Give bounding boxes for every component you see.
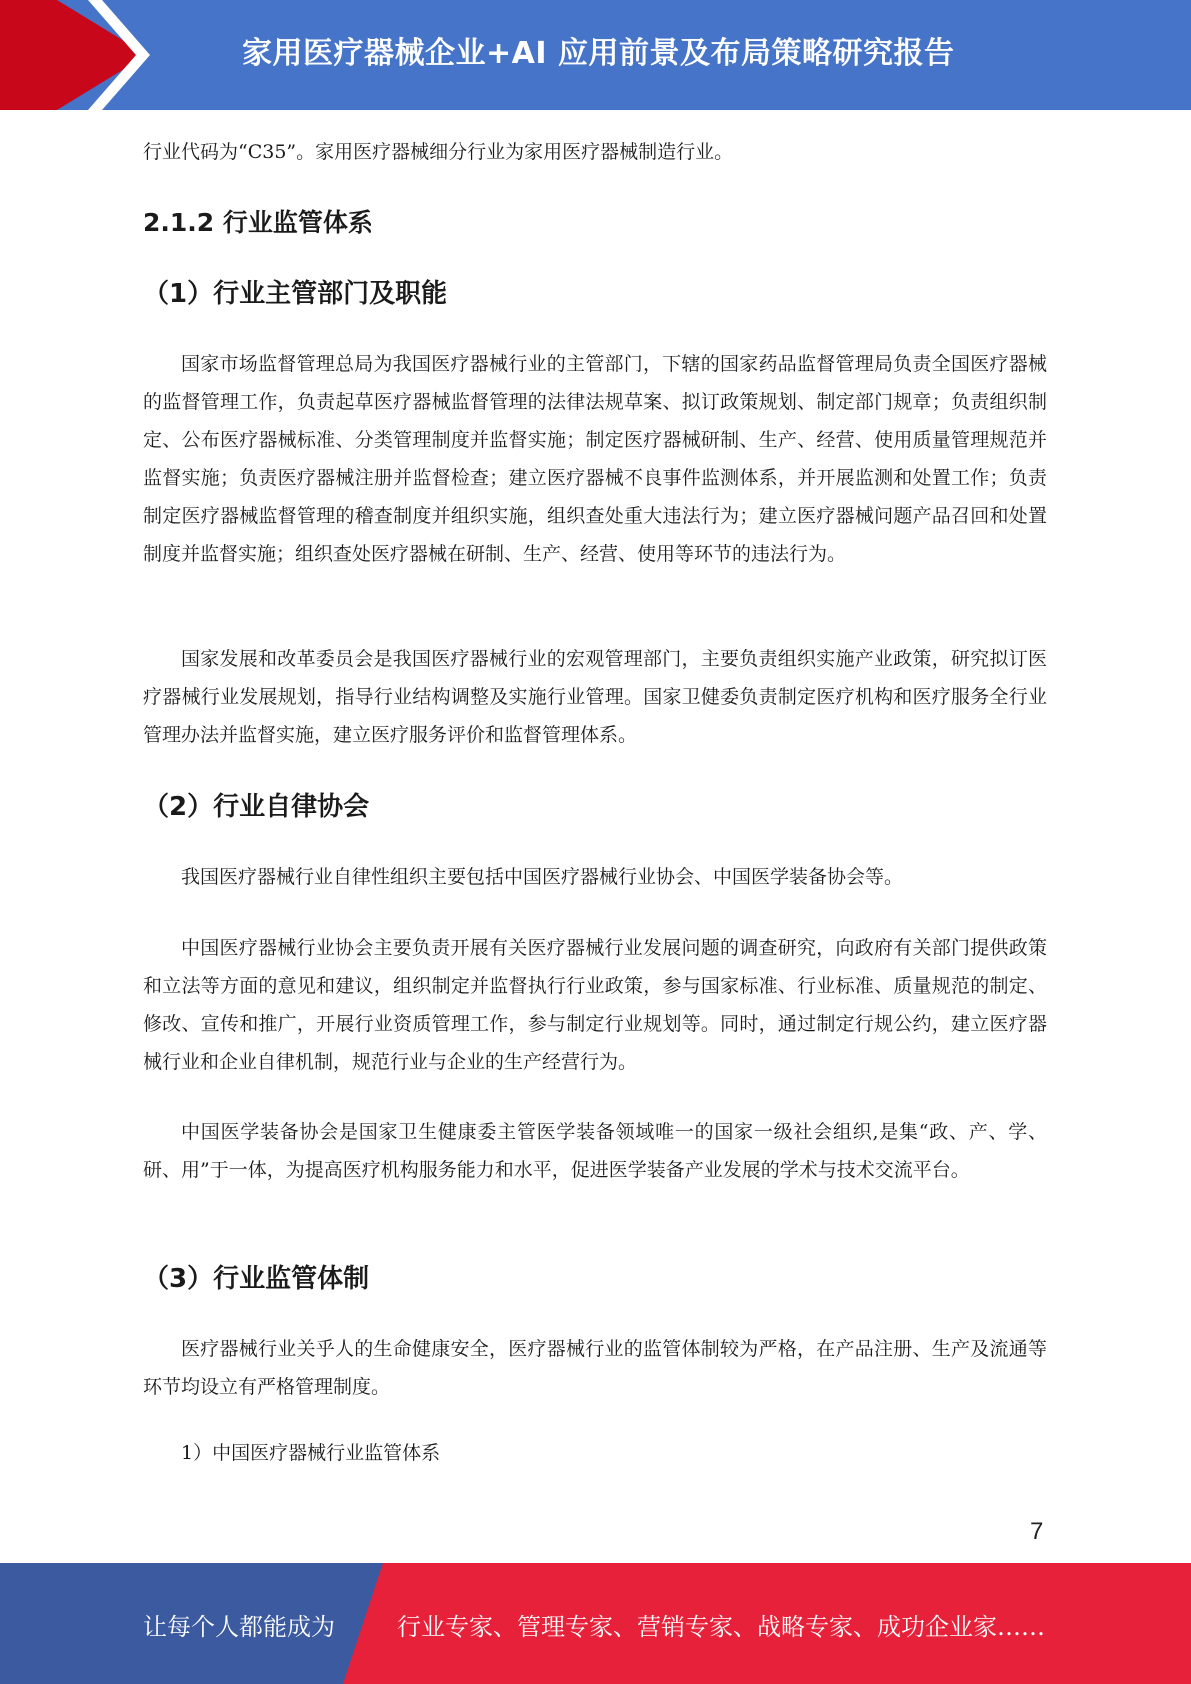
subsection-heading-2: （2）行业自律协会 — [143, 792, 370, 822]
report-title: 家用医疗器械企业+AI 应用前景及布局策略研究报告 — [242, 36, 955, 71]
intro-paragraph: 行业代码为“C35”。家用医疗器械细分行业为家用医疗器械制造行业。 — [143, 141, 734, 163]
footer-slogan-left: 让每个人都能成为 — [143, 1613, 335, 1641]
page-header — [0, 0, 1191, 110]
paragraph-camdi: 中国医疗器械行业协会主要负责开展有关医疗器械行业发展问题的调查研究，向政府有关部门提供政策和立法等方面的意见和建议，组织制定并监督执行行业政策，参与国家标准、行业标准、质量规范的制定、修改、宣传和推广，开展行业资质管理工作，参与制定行业规划等。同时，通过制定行规公约，建立医疗器械行业和企业自律机制，规范行业与企业的生产经营行为。 — [143, 937, 1047, 1073]
subsection-heading-3: （3）行业监管体制 — [143, 1264, 370, 1294]
list-item-supervision-system: 1）中国医疗器械行业监管体系 — [181, 1442, 441, 1464]
paragraph-associations: 我国医疗器械行业自律性组织主要包括中国医疗器械行业协会、中国医学装备协会等。 — [181, 866, 904, 888]
paragraph-cmea: 中国医学装备协会是国家卫生健康委主管医学装备领域唯一的国家一级社会组织,是集“政、产、学、研、用”于一体，为提高医疗机构服务能力和水平，促进医学装备产业发展的学术与技术交流平台。 — [143, 1121, 1047, 1181]
paragraph-regulator-duties: 国家市场监督管理总局为我国医疗器械行业的主管部门，下辖的国家药品监督管理局负责全国医疗器械的监督管理工作，负责起草医疗器械监督管理的法律法规草案、拟订政策规划、制定部门规章；负责组织制定、公布医疗器械标准、分类管理制度并监督实施；制定医疗器械研制、生产、经营、使用质量管理规范并监督实施；负责医疗器械注册并监督检查；建立医疗器械不良事件监测体系，并开展监测和处置工作；负责制定医疗器械监督管理的稽查制度并组织实施，组织查处重大违法行为；建立医疗器械问题产品召回和处置制度并监督实施；组织查处医疗器械在研制、生产、经营、使用等环节的违法行为。 — [143, 353, 1047, 565]
paragraph-supervision-system: 医疗器械行业关乎人的生命健康安全，医疗器械行业的监管体制较为严格，在产品注册、生产及流通等环节均设立有严格管理制度。 — [143, 1338, 1047, 1398]
subsection-heading-1: （1）行业主管部门及职能 — [143, 279, 448, 309]
page-number: 7 — [1030, 1518, 1044, 1545]
section-heading: 2.1.2 行业监管体系 — [143, 208, 373, 237]
page-footer — [0, 1563, 1191, 1684]
paragraph-ndrc-duties: 国家发展和改革委员会是我国医疗器械行业的宏观管理部门，主要负责组织实施产业政策，研究拟订医疗器械行业发展规划，指导行业结构调整及实施行业管理。国家卫健委负责制定医疗机构和医疗服务全行业管理办法并监督实施，建立医疗服务评价和监督管理体系。 — [143, 648, 1047, 746]
footer-slogan-right: 行业专家、管理专家、营销专家、战略专家、成功企业家…… — [397, 1613, 1045, 1641]
